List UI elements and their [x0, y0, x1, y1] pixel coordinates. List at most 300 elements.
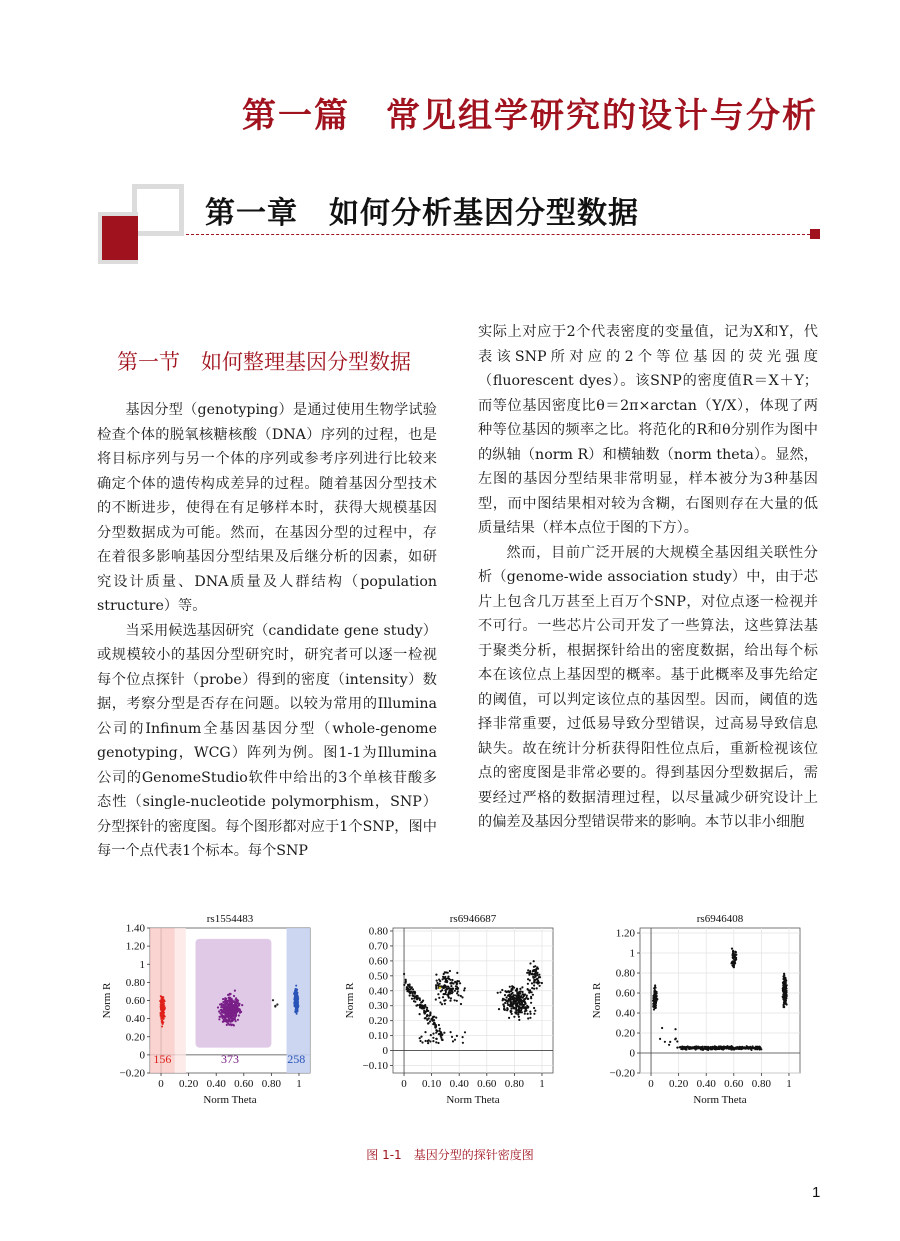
data-point — [653, 1001, 655, 1003]
y-axis-label: Norm R — [591, 982, 603, 1019]
data-point — [413, 997, 415, 999]
data-point — [226, 1019, 228, 1021]
y-tick-label: 0.10 — [368, 1030, 388, 1043]
data-point — [450, 997, 452, 999]
y-tick-label: 0.80 — [615, 967, 635, 980]
data-point — [274, 1005, 276, 1007]
x-tick-label: 0 — [401, 1078, 407, 1090]
data-point — [463, 989, 465, 991]
data-point — [676, 1040, 678, 1042]
data-point — [512, 986, 514, 988]
plot-title: rs6946687 — [449, 913, 497, 925]
data-point — [669, 1041, 671, 1043]
data-point — [459, 982, 461, 984]
y-tick-label: 0 — [139, 1049, 145, 1062]
data-point — [433, 1023, 435, 1025]
x-tick-label: 0.20 — [668, 1078, 689, 1090]
data-point — [732, 965, 734, 967]
data-point — [510, 1011, 512, 1013]
x-tick-label: 0.60 — [724, 1078, 744, 1090]
data-point — [411, 998, 413, 1000]
chapter-divider — [186, 234, 810, 235]
left-column — [97, 398, 437, 864]
data-point — [527, 1017, 529, 1019]
data-point — [432, 1037, 434, 1039]
data-point — [413, 1000, 415, 1002]
data-point — [296, 1007, 298, 1009]
data-point — [679, 1046, 681, 1048]
data-point — [296, 998, 298, 1000]
data-point — [295, 1005, 297, 1007]
data-point — [518, 1011, 520, 1013]
data-point — [675, 1038, 677, 1040]
data-point — [161, 1016, 163, 1018]
data-point — [295, 1000, 297, 1002]
data-point — [416, 995, 418, 997]
data-point — [441, 1034, 443, 1036]
cluster-count: 156 — [153, 1052, 172, 1067]
data-point — [233, 995, 235, 997]
data-point — [444, 1003, 446, 1005]
data-point — [497, 992, 499, 994]
data-point — [533, 966, 535, 968]
data-point — [228, 1012, 230, 1014]
data-point — [162, 1018, 164, 1020]
data-point — [520, 990, 522, 992]
data-point — [759, 1048, 761, 1050]
data-point — [222, 1017, 224, 1019]
data-point — [726, 1046, 728, 1048]
data-point — [234, 1003, 236, 1005]
y-axis-label: Norm R — [344, 982, 356, 1019]
data-point — [230, 1010, 232, 1012]
y-tick-label: 0.30 — [368, 1000, 388, 1013]
y-tick-label: 1 — [139, 958, 145, 971]
data-point — [654, 1005, 656, 1007]
data-point — [238, 1008, 240, 1010]
data-point — [409, 994, 411, 996]
paragraph: 当采用候选基因研究（candidate gene study）或规模较小的基因分型研究时，研究者可以逐一检视每个位点探针（probe）得到的密度（intensity）数据，考察分型是否存在问题。以较为常用的Illumina公司的Infinum全基因基因分型（whole-genome genotyping，WCG）阵列为例。图1-1为Illumina公司的GenomeStudio软件中给出的3个单核苷酸多态性（single-nucleotide polymorphism，SNP）分型探针的密度图。每个图形都对应于1个SNP，图中每一个点代表1个标本。每个SNP — [97, 622, 437, 859]
data-point — [447, 995, 449, 997]
data-point — [453, 982, 455, 984]
y-tick-label: 0.60 — [615, 987, 635, 1000]
x-tick-label: 1 — [296, 1078, 302, 1090]
data-point — [163, 1000, 165, 1002]
data-point — [536, 987, 538, 989]
data-point — [701, 1047, 703, 1049]
data-point — [783, 1002, 785, 1004]
data-point — [783, 974, 785, 976]
data-point — [427, 1010, 429, 1012]
data-point — [732, 957, 734, 959]
data-point — [410, 988, 412, 990]
data-point — [297, 1003, 299, 1005]
data-point — [160, 999, 162, 1001]
data-point — [237, 1019, 239, 1021]
data-point — [237, 1010, 239, 1012]
data-point — [234, 1017, 236, 1019]
y-tick-label: 0.20 — [368, 1015, 388, 1028]
y-tick-label: 0.20 — [125, 1031, 145, 1044]
y-axis-label: Norm R — [101, 982, 113, 1019]
data-point — [412, 988, 414, 990]
data-point — [217, 1006, 219, 1008]
y-tick-label: 1 — [629, 947, 635, 960]
data-point — [403, 973, 405, 975]
data-point — [441, 1039, 443, 1041]
data-point — [507, 1004, 509, 1006]
data-point — [437, 1042, 439, 1044]
paragraph: 实际上对应于2个代表密度的变量值，记为X和Y，代表该SNP所对应的2个等位基因的荧光强度（fluorescent dyes）。该SNP的密度值R＝X＋Y；而等位基因密度比θ＝2π×arctan（Y/X），体现了两种等位基因的频率之比。将范化的R和θ分别作为图中的纵轴（norm R）和横轴数（norm theta）。显然，左图的基因分型结果非常明显，样本被分为3种基因型，而中图结果相对较为含糊，右图则存在大量的低质量结果（样本点位于图的下方）。 — [478, 324, 818, 536]
data-point — [294, 994, 296, 996]
part-title: 第一篇 常见组学研究的设计与分析 — [242, 96, 818, 136]
data-point — [530, 1013, 532, 1015]
data-point — [783, 976, 785, 978]
chapter-divider-square — [810, 229, 820, 239]
data-point — [527, 1007, 529, 1009]
data-point — [438, 1033, 440, 1035]
data-point — [162, 996, 164, 998]
data-point — [654, 991, 656, 993]
data-point — [527, 983, 529, 985]
data-point — [442, 978, 444, 980]
cluster-count: 258 — [287, 1052, 306, 1067]
x-axis-label: Norm Theta — [203, 1094, 257, 1106]
y-tick-label: 1.20 — [615, 927, 635, 940]
x-tick-label: 1 — [786, 1078, 792, 1090]
data-point — [441, 1003, 443, 1005]
data-point — [454, 1039, 456, 1041]
data-point — [432, 1020, 434, 1022]
data-point — [729, 1047, 731, 1049]
cluster-count: 373 — [221, 1052, 239, 1067]
data-point — [519, 988, 521, 990]
data-point — [527, 1013, 529, 1015]
data-point — [228, 1008, 230, 1010]
data-point — [161, 1026, 163, 1028]
data-point — [531, 991, 533, 993]
data-point — [420, 1036, 422, 1038]
data-point — [163, 1009, 165, 1011]
data-point — [513, 998, 515, 1000]
data-point — [732, 1047, 734, 1049]
y-tick-label: 0.40 — [368, 985, 388, 998]
data-point — [405, 982, 407, 984]
data-point — [462, 1042, 464, 1044]
data-point — [531, 973, 533, 975]
data-point — [748, 1047, 750, 1049]
section-title: 第一节 如何整理基因分型数据 — [117, 350, 411, 374]
data-point — [297, 1001, 299, 1003]
data-point — [437, 984, 439, 986]
data-point — [431, 1018, 433, 1020]
data-point — [443, 993, 445, 995]
data-point — [517, 994, 519, 996]
data-point — [527, 988, 529, 990]
data-point — [231, 1013, 233, 1015]
y-tick-label: 0.60 — [125, 995, 145, 1007]
data-point — [783, 1006, 785, 1008]
data-point — [443, 1032, 445, 1034]
data-point — [784, 984, 786, 986]
data-point — [519, 1003, 521, 1005]
data-point — [457, 994, 459, 996]
data-point — [409, 991, 411, 993]
data-point — [226, 1002, 228, 1004]
data-point — [520, 1007, 522, 1009]
region-aa-fade — [175, 928, 186, 1073]
data-point — [515, 1013, 517, 1015]
chart-rs6946687 — [344, 913, 553, 1106]
data-point — [526, 995, 528, 997]
y-tick-label: −0.10 — [362, 1060, 388, 1073]
x-tick-label: 0.40 — [696, 1078, 716, 1090]
data-point — [226, 1024, 228, 1026]
data-point — [449, 982, 451, 984]
y-tick-label: 0 — [629, 1047, 635, 1060]
data-point — [503, 1007, 505, 1009]
data-point — [504, 1002, 506, 1004]
x-tick-label: 0.60 — [234, 1078, 254, 1090]
data-point — [449, 1000, 451, 1002]
data-point — [233, 1001, 235, 1003]
page-number: 1 — [812, 1184, 821, 1201]
data-point — [230, 1005, 232, 1007]
data-point — [231, 1002, 233, 1004]
data-point — [451, 1036, 453, 1038]
data-point — [297, 1010, 299, 1012]
y-tick-label: 0.40 — [125, 1013, 145, 1026]
data-point — [444, 999, 446, 1001]
data-point — [723, 1046, 725, 1048]
data-point — [529, 1017, 531, 1019]
data-point — [461, 996, 463, 998]
data-point — [674, 1028, 676, 1030]
data-point — [220, 1009, 222, 1011]
data-point — [707, 1047, 709, 1049]
data-point — [733, 963, 735, 965]
data-point — [225, 1005, 227, 1007]
data-point — [419, 1040, 421, 1042]
data-point — [508, 999, 510, 1001]
data-point — [784, 993, 786, 995]
data-point — [415, 1005, 417, 1007]
data-point — [162, 1014, 164, 1016]
data-point — [511, 1013, 513, 1015]
data-point — [419, 1013, 421, 1015]
data-point — [538, 974, 540, 976]
data-point — [427, 1022, 429, 1024]
x-axis-label: Norm Theta — [693, 1094, 747, 1106]
data-point — [694, 1048, 696, 1050]
data-point — [454, 990, 456, 992]
data-point — [730, 1045, 732, 1047]
data-point — [784, 982, 786, 984]
data-point — [456, 1000, 458, 1002]
data-point — [532, 994, 534, 996]
data-point — [427, 1040, 429, 1042]
data-point — [536, 974, 538, 976]
data-point — [219, 1016, 221, 1018]
data-point — [537, 983, 539, 985]
data-point — [499, 991, 501, 993]
data-point — [436, 980, 438, 982]
data-point — [529, 962, 531, 964]
y-tick-label: 0.60 — [368, 955, 388, 968]
data-point — [439, 1028, 441, 1030]
data-point — [458, 980, 460, 982]
paragraph: 基因分型（genotyping）是通过使用生物学试验检查个体的脱氧核糖核酸（DNA）序列的过程，也是将目标序列与另一个体的序列或参考序列进行比较来确定个体的遗传构成差异的过程。随着基因分型技术的不断进步，使得在有足够样本时，获得大规模基因分型数据成为可能。然而，在基因分型的过程中，存在着很多影响基因分型结果及后继分析的因素，如研究设计质量、DNA质量及人群结构（population structure）等。 — [97, 402, 437, 614]
data-point — [451, 989, 453, 991]
data-point — [412, 995, 414, 997]
data-point — [440, 1037, 442, 1039]
data-point — [228, 999, 230, 1001]
data-point — [510, 996, 512, 998]
data-point — [234, 990, 236, 992]
y-tick-label: 0.50 — [368, 970, 388, 983]
y-tick-label: 0.80 — [368, 925, 388, 938]
data-point — [676, 1047, 678, 1049]
data-point — [523, 1004, 525, 1006]
data-point — [430, 1034, 432, 1036]
data-point — [408, 985, 410, 987]
data-point — [534, 1010, 536, 1012]
data-point — [535, 976, 537, 978]
y-tick-label: 0.70 — [368, 940, 388, 953]
data-point — [294, 991, 296, 993]
data-point — [462, 1036, 464, 1038]
data-point — [528, 974, 530, 976]
data-point — [424, 1006, 426, 1008]
data-point — [228, 997, 230, 999]
data-point — [783, 999, 785, 1001]
data-point — [533, 984, 535, 986]
data-point — [722, 1048, 724, 1050]
data-point — [534, 969, 536, 971]
data-point — [435, 988, 437, 990]
data-point — [438, 1024, 440, 1026]
data-point — [529, 979, 531, 981]
data-point — [510, 1002, 512, 1004]
data-point — [237, 1000, 239, 1002]
data-point — [460, 995, 462, 997]
data-point — [447, 976, 449, 978]
data-point — [276, 1003, 278, 1005]
data-point — [731, 948, 733, 950]
data-point — [432, 1033, 434, 1035]
data-point — [659, 1038, 661, 1040]
y-tick-label: 0.40 — [615, 1007, 635, 1020]
data-point — [524, 1010, 526, 1012]
data-point — [524, 1008, 526, 1010]
data-point — [691, 1047, 693, 1049]
data-point — [533, 1013, 535, 1015]
data-point — [654, 1007, 656, 1009]
x-tick-label: 0 — [648, 1078, 654, 1090]
data-point — [455, 985, 457, 987]
x-tick-label: 0.40 — [206, 1078, 226, 1090]
data-point — [423, 1012, 425, 1014]
data-point — [445, 979, 447, 981]
data-point — [222, 1021, 224, 1023]
data-point — [784, 987, 786, 989]
data-point — [446, 986, 448, 988]
data-point — [225, 1014, 227, 1016]
data-point — [689, 1048, 691, 1050]
right-column — [478, 320, 818, 835]
data-point — [218, 1010, 220, 1012]
data-point — [227, 1022, 229, 1024]
data-point — [457, 990, 459, 992]
data-point — [272, 999, 274, 1001]
data-point — [527, 998, 529, 1000]
plot-area — [393, 928, 553, 1073]
data-point — [783, 996, 785, 998]
data-point — [435, 974, 437, 976]
data-point — [440, 1031, 442, 1033]
data-point — [435, 984, 437, 986]
data-point — [456, 972, 458, 974]
data-point — [442, 996, 444, 998]
data-point — [419, 1004, 421, 1006]
data-point — [504, 990, 506, 992]
data-point — [405, 979, 407, 981]
data-point — [230, 1021, 232, 1023]
y-tick-label: 1.40 — [125, 922, 145, 935]
data-point — [229, 1001, 231, 1003]
data-point — [516, 1004, 518, 1006]
data-point — [654, 987, 656, 989]
data-point — [436, 1030, 438, 1032]
data-point — [533, 1007, 535, 1009]
data-point — [531, 982, 533, 984]
region-ab — [196, 939, 272, 1048]
data-point — [437, 993, 439, 995]
data-point — [743, 1047, 745, 1049]
data-point — [516, 989, 518, 991]
data-point — [452, 991, 454, 993]
data-point — [436, 982, 438, 984]
data-point — [502, 998, 504, 1000]
data-point — [737, 1047, 739, 1049]
data-point — [419, 1037, 421, 1039]
data-point — [443, 977, 445, 979]
chapter-title: 第一章 如何分析基因分型数据 — [205, 196, 639, 231]
data-point — [513, 994, 515, 996]
data-point — [697, 1047, 699, 1049]
y-tick-label: 0.80 — [125, 976, 145, 989]
data-point — [226, 1016, 228, 1018]
data-point — [221, 1004, 223, 1006]
data-point — [519, 1001, 521, 1003]
data-point — [425, 1040, 427, 1042]
data-point — [225, 1011, 227, 1013]
data-point — [235, 1012, 237, 1014]
data-point — [235, 1008, 237, 1010]
data-point — [449, 979, 451, 981]
data-point — [523, 1006, 525, 1008]
data-point — [537, 968, 539, 970]
data-point — [735, 959, 737, 961]
data-point — [229, 993, 231, 995]
data-point — [533, 977, 535, 979]
data-point — [712, 1047, 714, 1049]
data-point — [524, 1013, 526, 1015]
data-point — [745, 1047, 747, 1049]
data-point — [508, 991, 510, 993]
data-point — [516, 998, 518, 1000]
data-point — [162, 1023, 164, 1025]
